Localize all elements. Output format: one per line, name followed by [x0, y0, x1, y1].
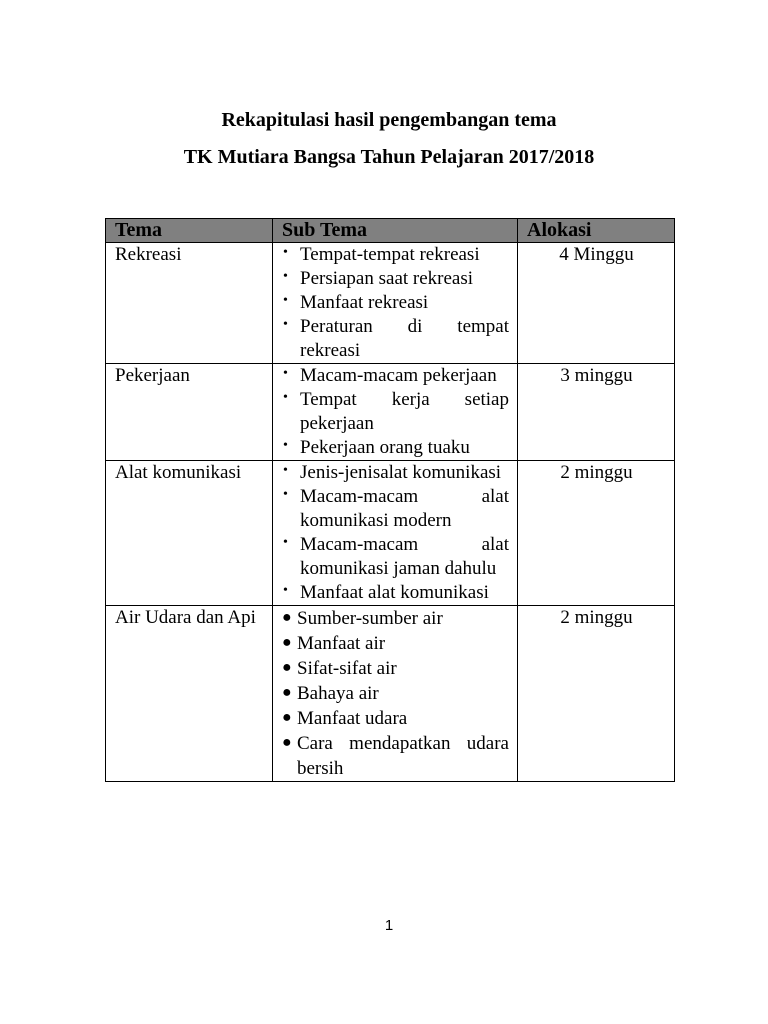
round-bullet-icon: ● [282, 659, 292, 676]
sub-tema-cell [273, 461, 518, 606]
table-row [106, 364, 675, 461]
sub-tema-cell [273, 364, 518, 461]
table-header-row [106, 219, 675, 243]
recap-table [105, 218, 675, 782]
list-item: • Tempat-tempat rekreasi [283, 244, 480, 265]
list-item: ● Cara mendapatkan udara bersih [282, 733, 509, 779]
bullet-icon: • [283, 390, 288, 405]
list-item: • Pekerjaan orang tuaku [283, 437, 470, 458]
list-item: • Macam-macam alat komunikasi modern [283, 486, 509, 531]
column-header-tema: Tema [106, 219, 273, 243]
column-header-alokasi: Alokasi [518, 219, 675, 243]
list-item: ● Manfaat udara [282, 708, 408, 729]
tema-cell: Alat komunikasi [106, 461, 273, 606]
list-item: ● Sifat-sifat air [282, 658, 397, 679]
document-subtitle: TK Mutiara Bangsa Tahun Pelajaran 2017/2018 [183, 146, 595, 168]
list-item: ● Bahaya air [282, 683, 379, 704]
list-item: • Manfaat alat komunikasi [283, 582, 489, 603]
sub-tema-cell [273, 243, 518, 364]
alokasi-cell: 2 minggu [518, 606, 675, 782]
sub-tema-list [282, 364, 509, 460]
alokasi-cell: 4 Minggu [518, 243, 675, 364]
round-bullet-icon: ● [282, 634, 292, 651]
bullet-icon: • [283, 317, 288, 332]
table-row [106, 606, 675, 782]
list-item: • Persiapan saat rekreasi [283, 268, 474, 289]
round-bullet-icon: ● [282, 734, 292, 751]
list-item: • Peraturan di tempat rekreasi [283, 316, 509, 361]
round-bullet-icon: ● [282, 684, 292, 701]
round-bullet-icon: ● [282, 709, 292, 726]
page-number: 1 [384, 917, 394, 934]
sub-tema-list [282, 243, 509, 363]
bullet-icon: • [283, 487, 288, 502]
list-item: • Tempat kerja setiap pekerjaan [283, 389, 509, 434]
bullet-icon: • [283, 438, 288, 453]
bullet-icon: • [283, 366, 288, 381]
document-title: Rekapitulasi hasil pengembangan tema [221, 109, 557, 131]
sub-tema-list [282, 461, 509, 605]
bullet-icon: • [283, 293, 288, 308]
bullet-icon: • [283, 583, 288, 598]
sub-tema-cell [273, 606, 518, 782]
column-header-sub-tema: Sub Tema [273, 219, 518, 243]
tema-cell: Air Udara dan Api [106, 606, 273, 782]
bullet-icon: • [283, 245, 288, 260]
alokasi-cell: 3 minggu [518, 364, 675, 461]
list-item: ● Sumber-sumber air [282, 608, 443, 629]
list-item: • Macam-macam alat komunikasi jaman dahulu [283, 534, 509, 579]
table-row [106, 243, 675, 364]
tema-cell: Rekreasi [106, 243, 273, 364]
list-item: • Jenis-jenisalat komunikasi [283, 462, 502, 483]
tema-cell: Pekerjaan [106, 364, 273, 461]
alokasi-cell: 2 minggu [518, 461, 675, 606]
bullet-icon: • [283, 463, 288, 478]
sub-tema-list [282, 606, 509, 781]
list-item: • Macam-macam pekerjaan [283, 365, 497, 386]
round-bullet-icon: ● [282, 609, 292, 626]
table-row [106, 461, 675, 606]
list-item: • Manfaat rekreasi [283, 292, 429, 313]
bullet-icon: • [283, 535, 288, 550]
list-item: ● Manfaat air [282, 633, 386, 654]
bullet-icon: • [283, 269, 288, 284]
